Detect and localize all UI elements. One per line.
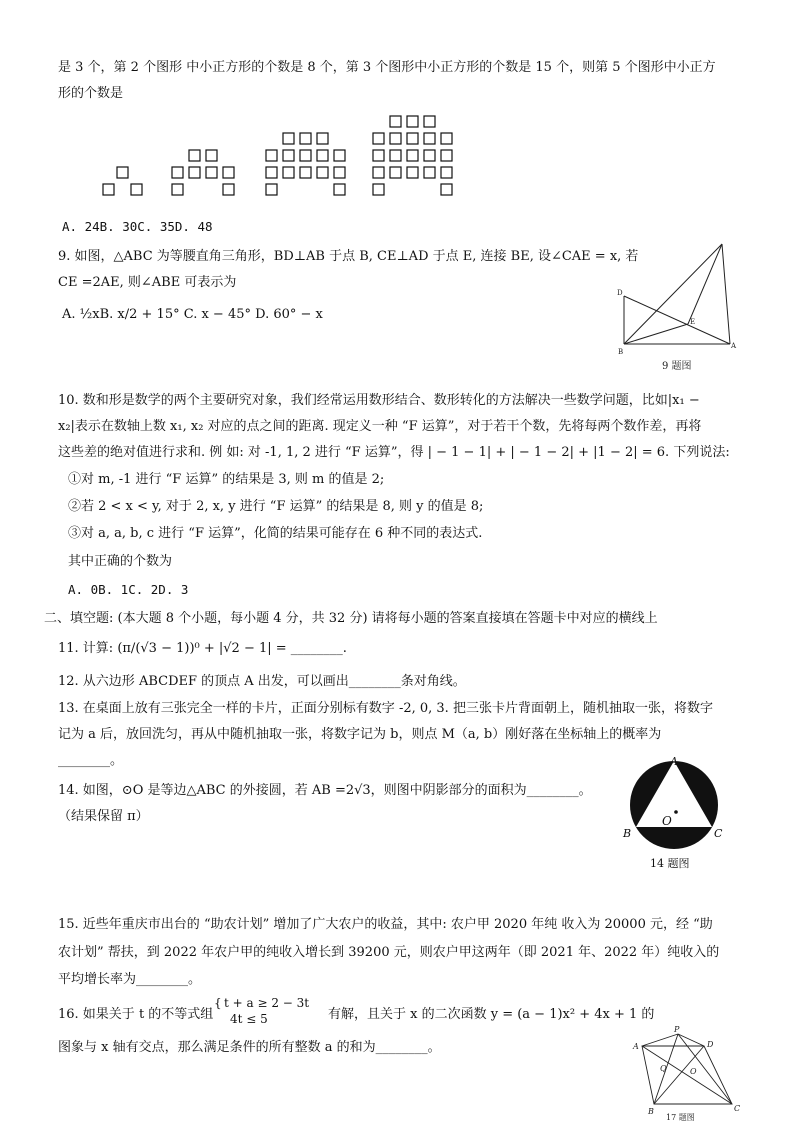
q15-line3: 平均增长率为________。 [58,972,202,987]
q9-label-b: B [618,348,624,356]
q17-label-q: Q [660,1064,667,1073]
q16-brace: { [214,996,222,1010]
q14-line1: 14. 如图，⊙O 是等边△ABC 的外接圆，若 AB =2√3，则图中阴影部分的面积为________。 [58,783,592,798]
q14-caption: 14 题图 [650,857,690,870]
q16-inequality-2: 4t ≤ 5 [230,1012,268,1026]
q17-label-o: O [690,1067,697,1076]
q13-line1: 13. 在桌面上放有三张完全一样的卡片，正面分别标有数字 -2, 0, 3. 把三张卡片背面朝上，随机抽取一张，将数字 [58,701,713,716]
q10-options: A. 0B. 1C. 2D. 3 [68,582,189,597]
q13-line3: ________。 [58,753,124,768]
q9-caption: 9 题图 [662,361,692,372]
q10-line3: 这些差的绝对值进行求和. 例 如: 对 -1, 1, 2 进行 “F 运算”，得 | − 1 − 1| + | − 1 − 2| + |1 − 2| = 6. 下列说法: [58,445,730,460]
q16-pre: 16. 如果关于 t 的不等式组 [58,1007,214,1022]
q10-statement-2: ②若 2 < x < y, 对于 2, x, y 进行 “F 运算” 的结果是 8, 则 y 的值是 8; [68,499,484,514]
q14-label-b: B [623,827,632,840]
q16-post: 有解，且关于 x 的二次函数 y = (a − 1)x² + 4x + 1 的 [328,1007,655,1022]
q17-label-a: A [633,1042,639,1051]
q14-label-o: O [662,814,672,828]
q12: 12. 从六边形 ABCDEF 的顶点 A 出发，可以画出________条对角线。 [58,674,466,689]
q17-parallelogram-figure [628,1026,748,1123]
q8-line2: 形的个数是 [58,86,124,101]
q9-label-d: D [617,289,623,297]
q9-label-a: A [731,342,737,350]
q8-line1: 是 3 个，第 2 个图形 中小正方形的个数是 8 个，第 3 个图形中小正方形的个数是 15 个，则第 5 个图形中小正方 [58,60,716,75]
q11: 11. 计算: (π/(√3 − 1))⁰ + |√2 − 1| = ________. [58,641,347,656]
section-2-heading: 二、填空题: (本大题 8 个小题，每小题 4 分，共 32 分) 请将每小题的答案直接填在答题卡中对应的横线上 [44,611,658,626]
q9-label-e: E [690,318,696,326]
q9-line1: 9. 如图，△ABC 为等腰直角三角形，BD⊥AB 于点 B, CE⊥AD 于点 E, 连接 BE, 设∠CAE = x, 若 [58,249,639,264]
q13-line2: 记为 a 后，放回洗匀，再从中随机抽取一张，将数字记为 b，则点 M（a, b）刚好落在坐标轴上的概率为 [58,727,662,742]
q17-label-c: C [734,1104,741,1113]
q14-label-a: A [670,755,678,768]
q10-line2: x₂|表示在数轴上数 x₁, x₂ 对应的点之间的距离. 现定义一种 “F 运算”，对于若干个数，先将每两个数作差，再将 [58,419,702,434]
q9-triangle-figure [612,238,742,378]
q10-statement-1: ①对 m, -1 进行 “F 运算” 的结果是 3, 则 m 的值是 2; [68,472,385,487]
q14-line2: （结果保留 π） [58,809,149,824]
q10-statement-3: ③对 a, a, b, c 进行 “F 运算”，化简的结果可能存在 6 种不同的表达式. [68,526,483,541]
q9-options: A. ½xB. x/2 + 15° C. x − 45° D. 60° − x [62,307,323,322]
q17-label-p: P [674,1026,680,1034]
q14-circle-figure [620,755,730,875]
q14-label-c: C [714,827,723,840]
q9-line2: CE =2AE, 则∠ABE 可表示为 [58,275,237,290]
q17-caption: 17 题图 [666,1113,695,1122]
q16-inequality-1: t + a ≥ 2 − 3t [224,996,310,1010]
q8-options: A. 24B. 30C. 35D. 48 [62,219,213,234]
q8-square-pattern-figure [95,112,465,200]
q16-line2: 图象与 x 轴有交点，那么满足条件的所有整数 a 的和为________。 [58,1040,441,1055]
q15-line2: 农计划” 帮扶，到 2022 年农户甲的纯收入增长到 39200 元，则农户甲这两年（即 2021 年、2022 年）纯收入的 [58,945,720,960]
q17-label-d: D [707,1040,714,1049]
q17-label-b: B [648,1107,654,1116]
q10-ask: 其中正确的个数为 [68,554,173,569]
q10-line1: 10. 数和形是数学的两个主要研究对象，我们经常运用数形结合、数形转化的方法解决一些数学问题，比如|x₁ − [58,393,700,408]
q15-line1: 15. 近些年重庆市出台的 “助农计划” 增加了广大农户的收益，其中: 农户甲 2020 年纯 收入为 20000 元，经 “助 [58,917,713,932]
